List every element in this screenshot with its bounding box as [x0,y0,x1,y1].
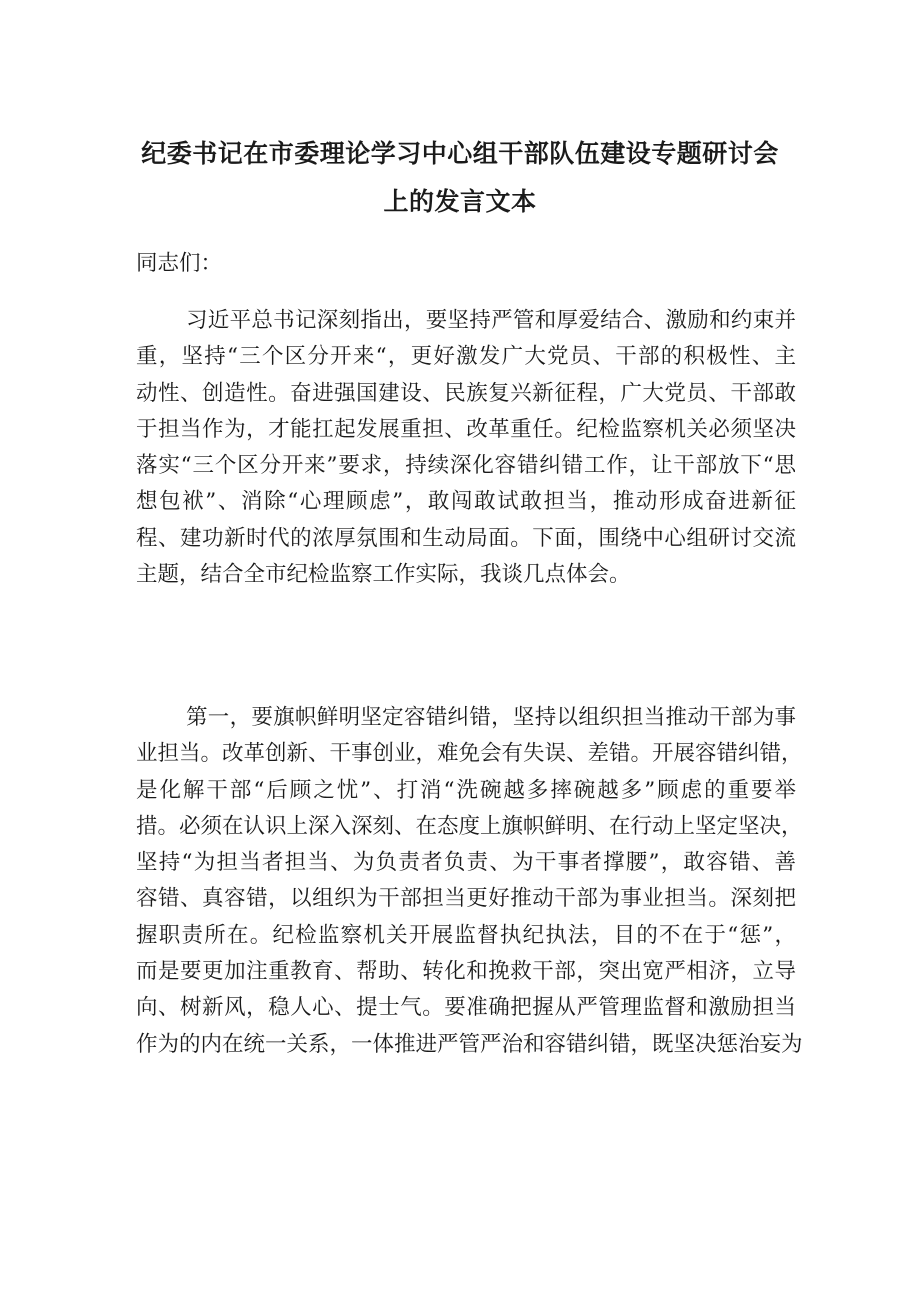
paragraph-line: 措。必须在认识上深入深刻、在态度上旗帜鲜明、在行动上坚定坚决， [136,813,803,839]
paragraph-line: 习近平总书记深刻指出，要坚持严管和厚爱结合、激励和约束并 [186,308,796,333]
paragraph-line: 业担当。改革创新、干事创业，难免会有失误、差错。开展容错纠错， [136,741,803,767]
paragraph-line: 程、建功新时代的浓厚氛围和生动局面。下面，围绕中心组研讨交流 [136,525,796,551]
paragraph-line: 动性、创造性。奋进强国建设、民族复兴新征程，广大党员、干部敢 [136,380,796,406]
paragraph-line: 坚持“为担当者担当、为负责者负责、为干事者撑腰”，敢容错、善 [136,850,796,876]
title-line: 纪委书记在市委理论学习中心组干部队伍建设专题研讨会 [141,139,779,168]
document-title [0,130,920,226]
paragraph-line: 握职责所在。纪检监察机关开展监督执纪执法，目的不在于“惩”， [136,922,796,948]
paragraph-line: 作为的内在统一关系，一体推进严管严治和容错纠错，既坚决惩治妄为 [136,1031,803,1057]
paragraph-line: 落实“三个区分开来”要求，持续深化容错纠错工作，让干部放下“思 [136,453,796,479]
title-line: 上的发言文本 [383,187,537,216]
paragraph-line: 想包袱”、消除“心理顾虑”，敢闯敢试敢担当，推动形成奋进新征 [136,489,796,515]
paragraph-line: 于担当作为，才能扛起发展重担、改革重任。纪检监察机关必须坚决 [136,416,796,442]
paragraph-line: 重，坚持“三个区分开来“，更好激发广大党员、干部的积极性、主 [136,344,796,370]
paragraph-line: 是化解干部“后顾之忧”、打消“洗碗越多摔碗越多”顾虑的重要举 [136,777,796,803]
paragraph-2 [136,700,803,1063]
paragraph-1 [136,303,796,593]
salutation: 同志们： [136,251,223,276]
paragraph-line: 第一，要旗帜鲜明坚定容错纠错，坚持以组织担当推动干部为事 [186,705,796,730]
paragraph-line: 主题，结合全市纪检监察工作实际，我谈几点体会。 [136,562,631,588]
paragraph-line: 容错、真容错，以组织为干部担当更好推动干部为事业担当。深刻把 [136,886,796,912]
paragraph-line: 而是要更加注重教育、帮助、转化和挽救干部，突出宽严相济，立导 [136,959,796,985]
paragraph-line: 向、树新风，稳人心、提士气。要准确把握从严管理监督和激励担当 [136,995,796,1021]
